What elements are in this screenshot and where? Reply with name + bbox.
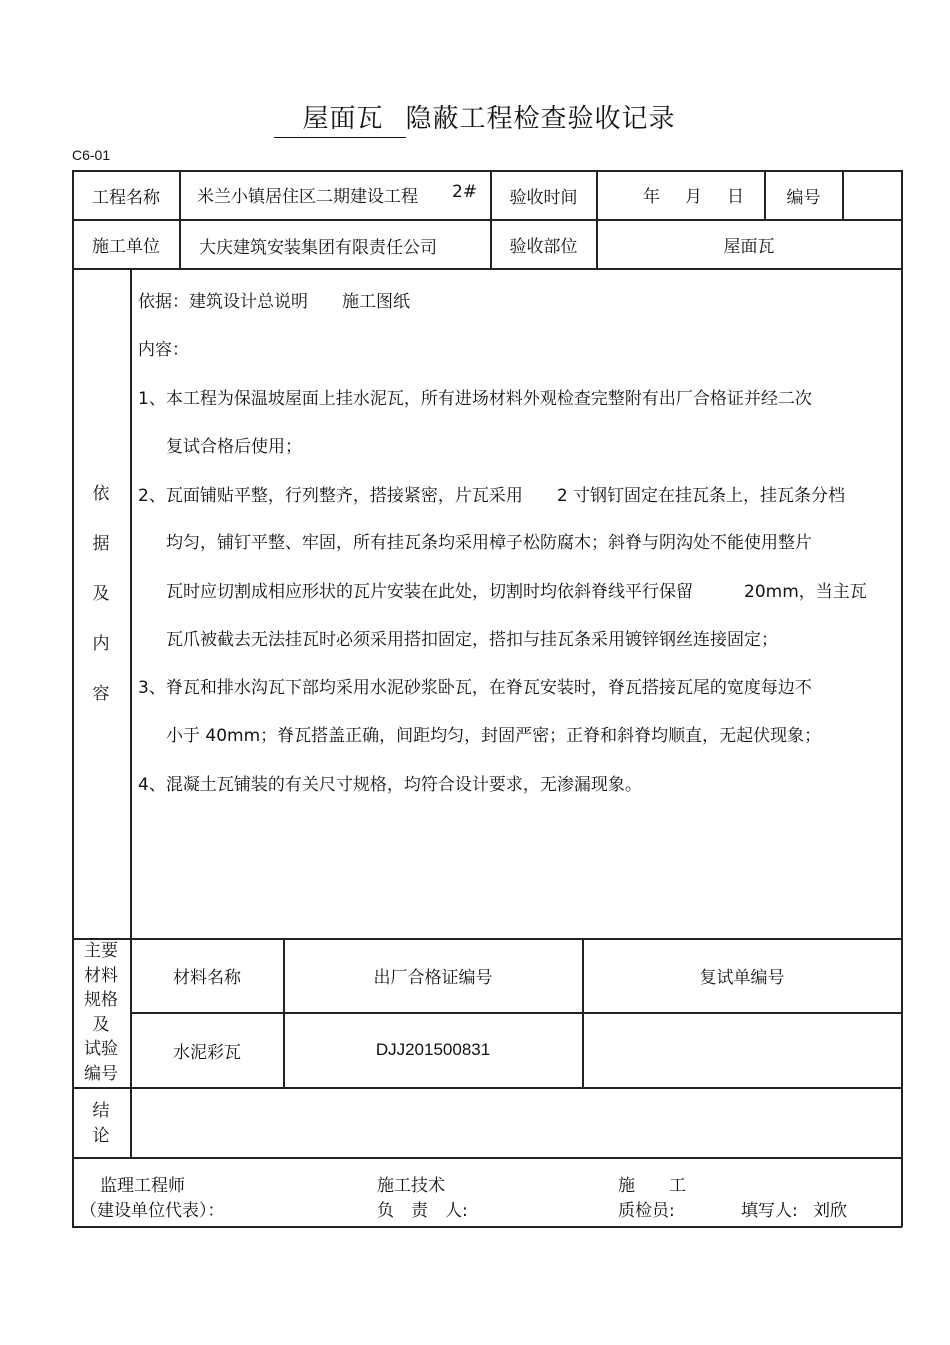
basis-side-char: 据 xyxy=(92,534,110,554)
row-divider-5 xyxy=(72,1157,902,1159)
title-rest: 隐蔽工程检查验收记录 xyxy=(405,104,676,134)
basis-line: 4、混凝土瓦铺装的有关尺寸规格，均符合设计要求，无渗漏现象。 xyxy=(138,775,642,795)
conclusion-side-line: 论 xyxy=(92,1125,110,1146)
title-underlined-part: 屋面瓦 xyxy=(274,98,405,138)
material-name-cell: 水泥彩瓦 xyxy=(173,1042,241,1063)
form-code: C6-01 xyxy=(72,147,111,163)
basis-side-char: 内 xyxy=(92,634,110,654)
materials-side-line: 试验 xyxy=(84,1039,118,1059)
materials-header-cert: 出厂合格证编号 xyxy=(373,968,493,988)
table-border-right xyxy=(901,170,903,1227)
inspection-part-value: 屋面瓦 xyxy=(723,236,775,257)
basis-side-char: 依 xyxy=(92,484,110,504)
basis-line: 依据：建筑设计总说明 施工图纸 xyxy=(138,292,410,312)
material-retest-cell xyxy=(583,1013,901,1087)
project-name-label: 工程名称 xyxy=(92,187,160,208)
construction-unit-label: 施工单位 xyxy=(92,236,160,257)
inspection-time-value: 年 月 日 xyxy=(643,187,748,207)
construction-unit-value: 大庆建筑安装集团有限责任公司 xyxy=(199,238,437,258)
basis-line: 瓦爪被截去无法挂瓦时必须采用搭扣固定，搭扣与挂瓦条采用镀锌钢丝连接固定； xyxy=(166,630,778,650)
basis-line: 小于 40mm；脊瓦搭盖正确，间距均匀，封固严密；正脊和斜脊均顺直，无起伏现象； xyxy=(166,726,822,746)
number-value xyxy=(843,171,901,219)
supervisor-sub-label: （建设单位代表）： xyxy=(80,1201,225,1221)
materials-side-line: 规格 xyxy=(84,990,118,1010)
basis-line: 2、瓦面铺贴平整，行列整齐，搭接紧密，片瓦采用 2 寸钢钉固定在挂瓦条上，挂瓦条分档 xyxy=(138,486,846,506)
materials-side-line: 及 xyxy=(92,1014,110,1035)
basis-line: 1、本工程为保温坡屋面上挂水泥瓦，所有进场材料外观检查完整附有出厂合格证并经二次 xyxy=(138,389,812,409)
row-divider-4 xyxy=(72,1087,902,1089)
materials-side-label xyxy=(73,939,129,1086)
basis-line: 3、脊瓦和排水沟瓦下部均采用水泥砂浆卧瓦，在脊瓦安装时，脊瓦搭接瓦尾的宽度每边不 xyxy=(138,678,812,698)
material-cert-cell: DJJ201500831 xyxy=(375,1040,491,1059)
document-title xyxy=(0,98,950,138)
col-divider-a xyxy=(179,170,181,269)
conclusion-side-label xyxy=(73,1099,129,1148)
filler-label: 填写人: xyxy=(741,1201,798,1221)
row-divider-2 xyxy=(72,268,902,270)
project-building-no: 2# xyxy=(452,182,478,202)
basis-line: 复试合格后使用； xyxy=(166,437,302,457)
project-name-value: 米兰小镇居住区二期建设工程 xyxy=(197,187,418,207)
inspection-part-label: 验收部位 xyxy=(509,236,578,257)
basis-side-char: 容 xyxy=(92,684,110,704)
inspection-time-label: 验收时间 xyxy=(509,187,578,208)
qc-sub-label: 质检员: xyxy=(618,1201,675,1221)
materials-side-line: 材料 xyxy=(84,965,118,986)
number-label: 编号 xyxy=(786,187,821,208)
basis-side-char: 及 xyxy=(92,584,110,604)
filler-name: 刘欣 xyxy=(813,1201,847,1221)
materials-header-name: 材料名称 xyxy=(173,968,241,988)
basis-line: 瓦时应切割成相应形状的瓦片安装在此处，切割时均依斜脊线平行保留 20mm，当主瓦 xyxy=(166,582,867,602)
supervisor-label: 监理工程师 xyxy=(100,1176,185,1196)
tech-sub-label: 负 责 人: xyxy=(377,1201,468,1221)
table-border-bottom xyxy=(72,1226,902,1228)
conclusion-side-line: 结 xyxy=(92,1101,110,1121)
materials-header-retest: 复试单编号 xyxy=(699,968,785,988)
qc-label: 施 工 xyxy=(618,1176,686,1196)
materials-side-line: 主要 xyxy=(84,941,118,961)
basis-line: 均匀，铺钉平整、牢固，所有挂瓦条均采用樟子松防腐木；斜脊与阴沟处不能使用整片 xyxy=(166,533,812,553)
tech-label: 施工技术 xyxy=(377,1176,445,1196)
basis-line: 内容： xyxy=(138,340,189,360)
materials-side-line: 编号 xyxy=(84,1063,118,1084)
